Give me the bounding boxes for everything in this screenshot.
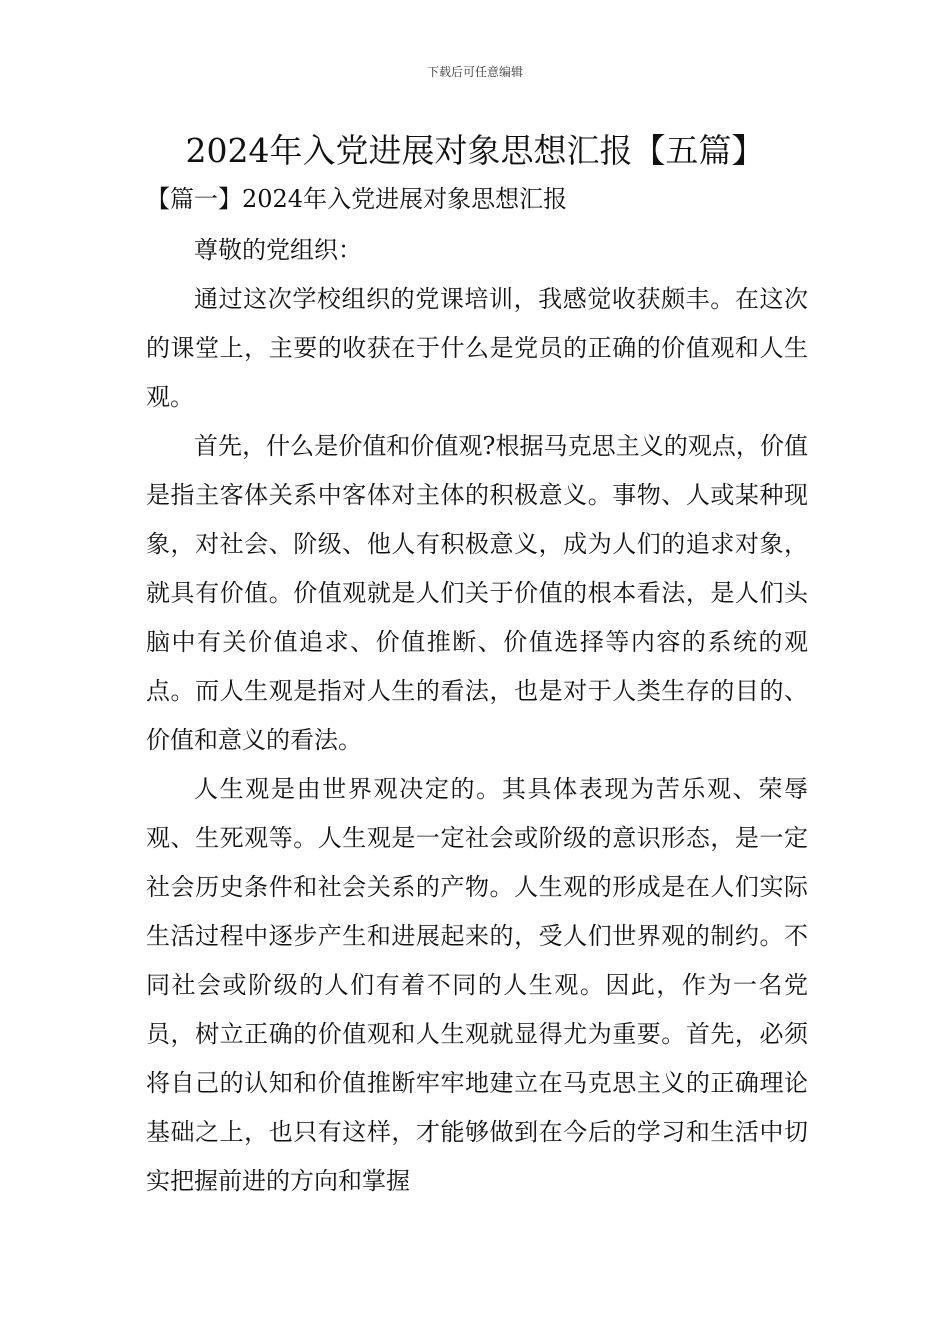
section-heading: 【篇一】2024年入党进展对象思想汇报 <box>146 185 568 213</box>
body-paragraph: 人生观是由世界观决定的。其具体表现为苦乐观、荣辱观、生死观等。人生观是一定社会或阶级的意识形态，是一定社会历史条件和社会关系的产物。人生观的形成是在人们实际生活过程中逐步产生和进展起来的，受人们世界观的制约。不同社会或阶级的人们有着不同的人生观。因此，作为一名党员，树立正确的价值观和人生观就显得尤为重要。首先，必须将自己的认知和价值推断牢牢地建立在马克思主义的正确理论基础之上，也只有这样，才能够做到在今后的学习和生活中切实把握前进的方向和掌握 <box>146 775 808 1195</box>
body-paragraph: 通过这次学校组织的党课培训，我感觉收获颇丰。在这次的课堂上，主要的收获在于什么是党员的正确的价值观和人生观。 <box>146 285 808 411</box>
document-title: 2024年入党进展对象思想汇报【五篇】 <box>185 131 765 170</box>
header-note: 下载后可任意编辑 <box>426 65 523 79</box>
salutation-paragraph: 尊敬的党组织： <box>194 236 362 264</box>
body-paragraph: 首先，什么是价值和价值观?根据马克思主义的观点，价值是指主客体关系中客体对主体的积极意义。事物、人或某种现象，对社会、阶级、他人有积极意义，成为人们的追求对象，就具有价值。价值观就是人们关于价值的根本看法，是人们头脑中有关价值追求、价值推断、价值选择等内容的系统的观点。而人生观是指对人生的看法，也是对于人类生存的目的、价值和意义的看法。 <box>146 432 808 754</box>
document-body <box>146 226 808 1206</box>
